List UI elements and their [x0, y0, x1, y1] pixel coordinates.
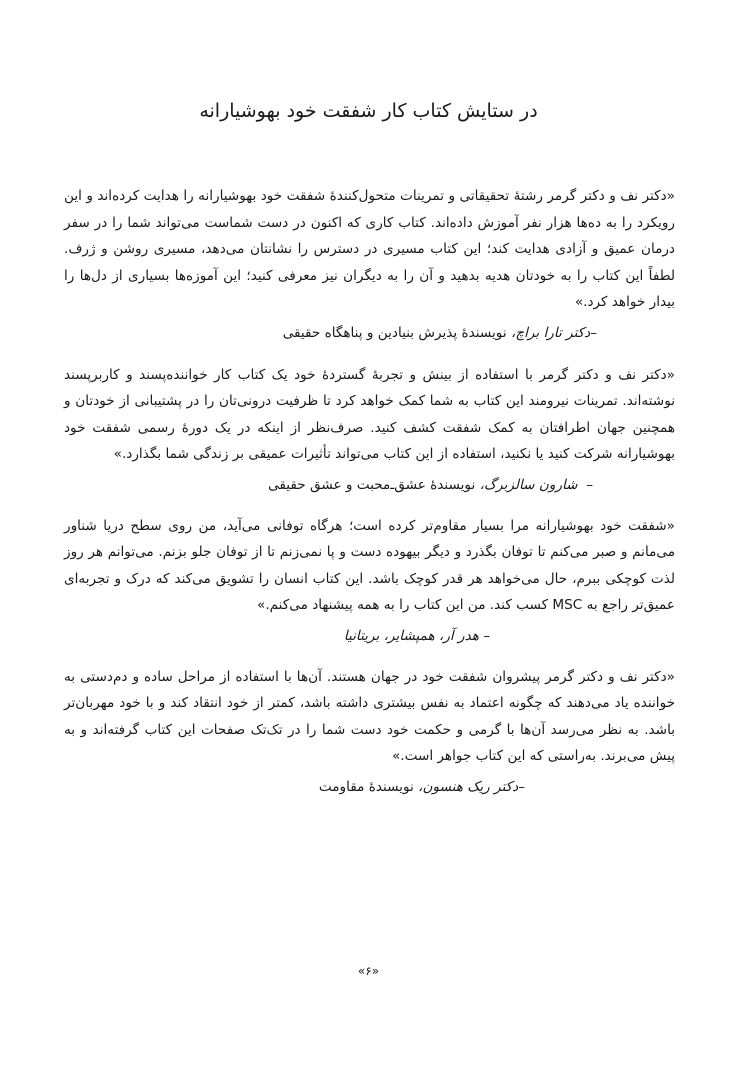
testimonial-quote: «شفقت خود بهوشیارانه مرا بسیار مقاوم‌تر کرده است؛ هرگاه توفانی می‌آید، من روی سطح دریا شناور می‌مانم و صبر می‌کنم تا توفان بگذرد و دیگر بیهوده دست و پا نمی‌زنم تا از توفان جلو بزنم. می‌توانم هر روز لذت کوچکی ببرم، حال می‌خواهد هر قدر کوچک باشد. این کتاب انسان را تشویق می‌کند که درک و تجربه‌ای عمیق‌تر راجع به MSC کسب کند. من این کتاب را به همه پیشنهاد می‌کنم.»: [64, 517, 675, 613]
testimonial-attribution: [64, 623, 675, 649]
attribution-role: نویسندهٔ پذیرش بنیادین و پناهگاه حقیقی: [282, 324, 507, 341]
attribution-role: نویسندهٔ عشق‌ـ‌محبت و عشق حقیقی: [268, 476, 476, 493]
testimonial-attribution: [64, 774, 675, 800]
testimonials: [64, 183, 675, 800]
testimonial-quote: «دکتر نف و دکتر گرمر پیشروان شفقت خود در جهان هستند. آن‌ها با استفاده از مراحل ساده و دم‌دستی به خواننده یاد می‌دهند که چگونه اعتماد به نفس بیشتری داشته باشد، کمتر از خود انتقاد کند و با خود مهربان‌تر باشد. به نظر می‌رسد آن‌ها با گرمی و حکمت خود دست شما را در تک‌تک صفحات این کتاب گرفته‌اند و به پیش می‌برند. به‌راستی که این کتاب جواهر است.»: [64, 668, 675, 764]
attribution-name: دکتر تارا براچ،: [510, 324, 591, 341]
attribution-role: نویسندهٔ مقاومت: [318, 778, 414, 795]
attribution-dash: –: [518, 778, 525, 795]
page-number: «۶»: [357, 964, 380, 978]
testimonial-quote: «دکتر نف و دکتر گرمر رشتهٔ تحقیقاتی و تمرینات متحول‌کنندهٔ شفقت خود بهوشیارانه را هدایت کرده‌اند و این رویکرد را به ده‌ها هزار نفر آموزش داده‌اند. کتاب کاری که اکنون در دست شماست می‌تواند شما را در سفر درمان عمیق و آزادی هدایت کند؛ این کتاب مسیری در دسترس را نشانتان می‌دهد، مسیری روشن و ژرف. لطفاً این کتاب را به خودتان هدیه بدهید و آن را به دیگران نیز معرفی کنید؛ این آموزه‌ها بسیاری از دل‌ها را بیدار خواهد کرد.»: [64, 188, 675, 310]
attribution-name: هدر آر، همپشایر، بریتانیا: [343, 627, 479, 644]
attribution-dash: –: [586, 476, 593, 493]
attribution-name: دکتر ریک هنسون،: [418, 778, 519, 795]
page-title: در ستایش کتاب کار شفقت خود بهوشیارانه: [199, 100, 538, 122]
testimonial-quote: «دکتر نف و دکتر گرمر با استفاده از بینش و تجربهٔ گستردهٔ خود یک کتاب کار خواننده‌پسند و کاربرپسند نوشته‌اند. تمرینات نیرومند این کتاب به شما کمک خواهد کرد تا ظرفیت درونی‌تان را در پشتیبانی از خودتان و همچنین جهان اطرافتان به کمک شفقت کشف کنید. صرف‌نظر از اینکه در یک دورهٔ رسمی شفقت خود بهوشیارانه شرکت کنید یا نکنید، استفاده از این کتاب می‌تواند تأثیرات عمیقی بر زندگی شما بگذارد.»: [64, 366, 675, 462]
attribution-name: شارون سالزبرگ،: [479, 476, 578, 493]
testimonial-attribution: [64, 472, 675, 498]
attribution-dash: –: [483, 627, 490, 644]
attribution-dash: –: [590, 324, 597, 341]
testimonial-attribution: [64, 320, 675, 346]
